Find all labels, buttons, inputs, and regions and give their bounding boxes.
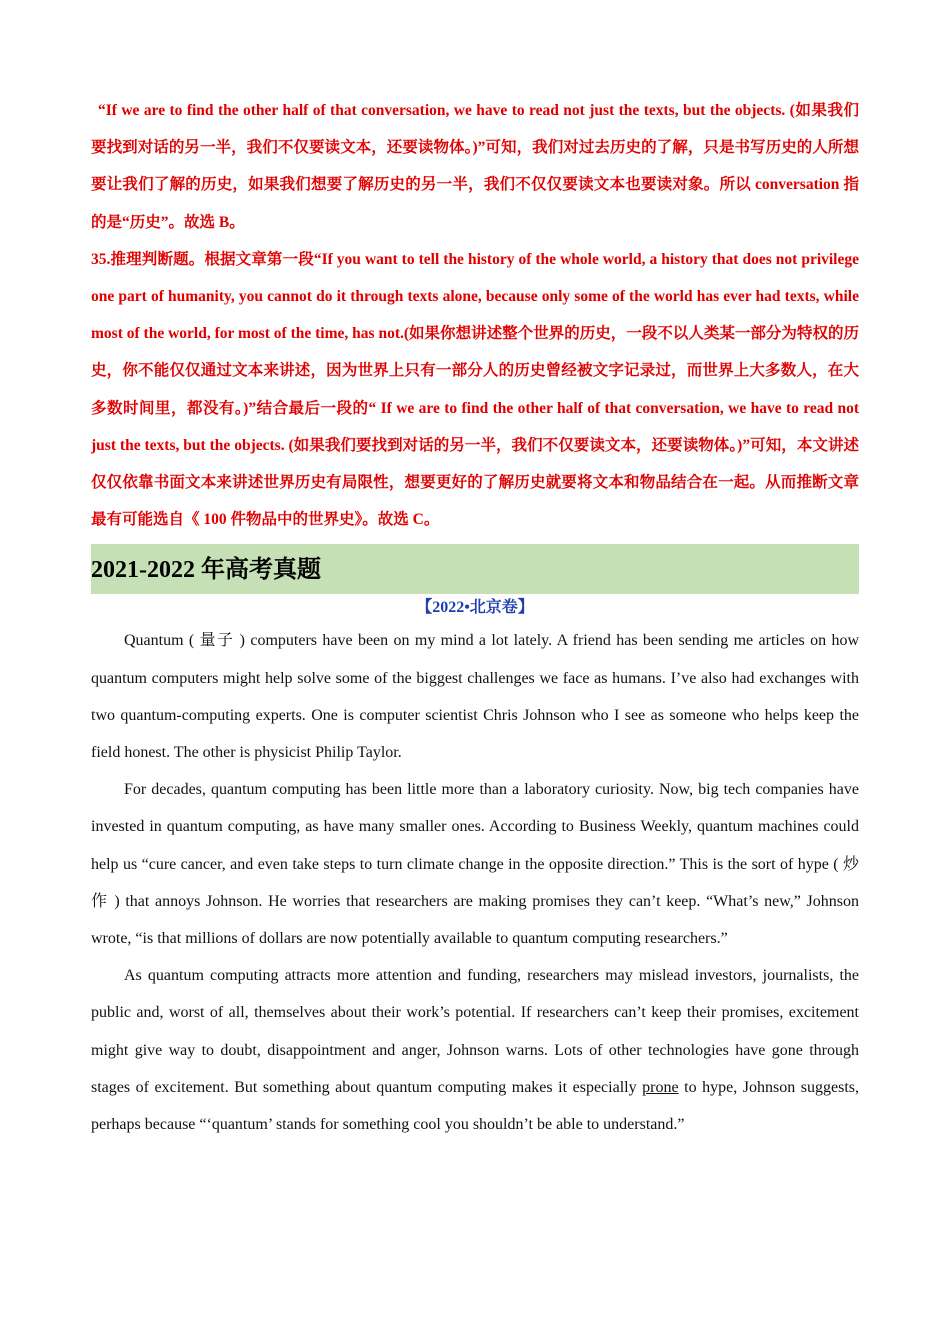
- section-heading: 2021-2022 年高考真题: [91, 544, 859, 594]
- source-tag: 【2022•北京卷】: [416, 599, 534, 617]
- document-page: [91, 92, 859, 1143]
- passage-paragraph-3-end: to hype, Johnson suggests, perhaps because “‘quantum’ stands for something cool you shouldn’t be able to understand.”: [91, 1078, 859, 1134]
- reading-passage: [91, 622, 859, 1143]
- analysis-paragraph-2: 35.推理判断题。根据文章第一段“If you want to tell the history of the whole world, a history that does not privilege one part of humanity, you cannot do it through texts alone, because only some of the world has ever had texts, while most of the world, for most of the time, has not.(如果你想讲述整个世界的历史，一段不以人类某一部分为特权的历史，你不能仅仅通过文本来讲述，因为世界上只有一部分人的历史曾经被文字记录过，而世界上大多数人，在大多数时间里，都没有。)”结合最后一段的“ If we are to find the other half of that conversation, we have to read not just the texts, but the objects. (如果我们要找到对话的另一半，我们不仅要读文本，还要读物体。)”可知，本文讲述仅仅依靠书面文本来讲述世界历史有局限性，想要更好的了解历史就要将文本和物品结合在一起。从而推断文章最有可能选自《 100 件物品中的世界史》。故选 C。: [91, 250, 859, 529]
- passage-paragraph-3-start: As quantum computing attracts more attention and funding, researchers may mislead investors, journalists, the public and, worst of all, themselves about their work’s potential. If researchers can’t keep their promises, excitement might give way to doubt, disappointment and anger, Johnson warns. Lots of other technologies have gone through stages of excitement. But something about quantum computing makes it especially: [91, 967, 859, 1096]
- passage-paragraph-3: [91, 957, 859, 1143]
- passage-paragraph-2: For decades, quantum computing has been little more than a laboratory curiosity. Now, big tech companies have invested in quantum computing, as have many smaller ones. According to Business Weekly, quantum machines could help us “cure cancer, and even take steps to turn climate change in the opposite direction.” This is the sort of hype ( 炒作 ) that annoys Johnson. He worries that researchers are making promises they can’t keep. “What’s new,” Johnson wrote, “is that millions of dollars are now potentially available to quantum computing researchers.”: [91, 781, 859, 948]
- passage-paragraph-1: Quantum ( 量子 ) computers have been on my mind a lot lately. A friend has been sending me articles on how quantum computers might help solve some of the biggest challenges we face as humans. I’ve also had exchanges with two quantum-computing experts. One is computer scientist Chris Johnson who I see as someone who helps keep the field honest. The other is physicist Philip Taylor.: [91, 632, 859, 762]
- analysis-paragraph-1: “If we are to find the other half of that conversation, we have to read not just the texts, but the objects. (如果我们要找到对话的另一半，我们不仅要读文本，还要读物体。)”可知，我们对过去历史的了解，只是书写历史的人所想要让我们了解的历史，如果我们想要了解历史的另一半，我们不仅仅要读文本也要读对象。所以 conversation 指的是“历史”。故选 B。: [91, 102, 859, 231]
- underlined-word: prone: [642, 1078, 679, 1096]
